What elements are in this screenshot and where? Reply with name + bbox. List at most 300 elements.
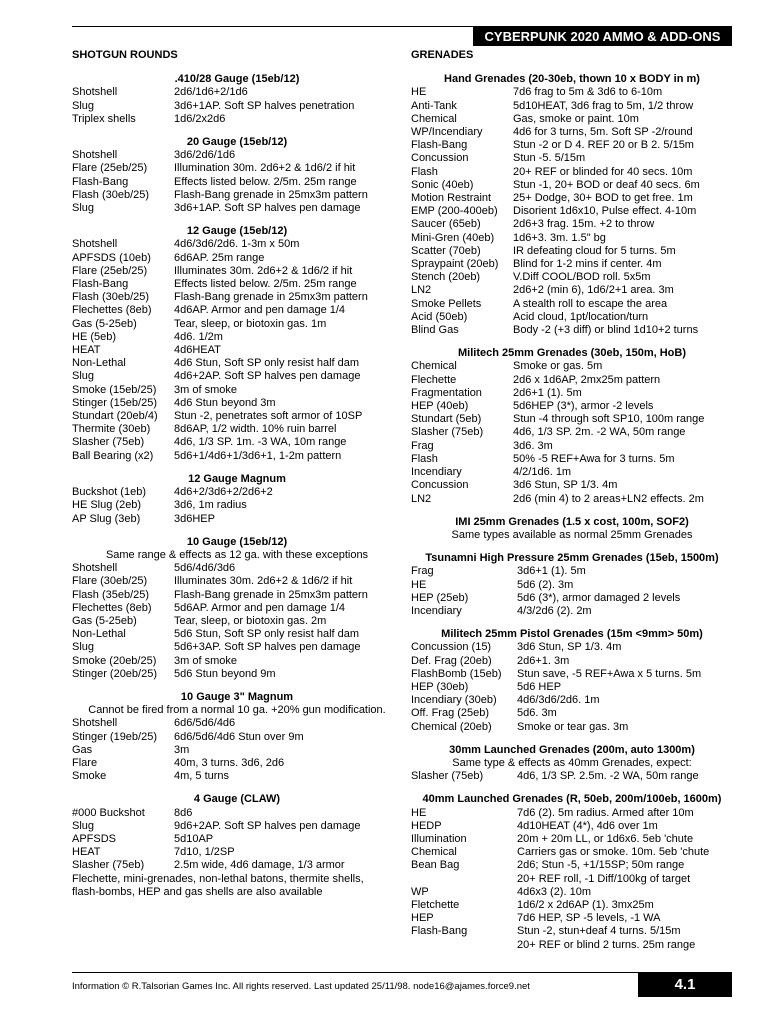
table-row	[72, 265, 402, 278]
item-name: Flash-Bang	[411, 925, 468, 938]
item-name: Mini-Gren (40eb)	[411, 231, 495, 244]
page-title: CYBERPUNK 2020 AMMO & ADD-ONS	[473, 27, 732, 46]
item-effect: Tear, sleep, or biotoxin gas. 2m	[174, 614, 327, 627]
item-name: Anti-Tank	[411, 99, 457, 112]
item-effect: 20+ REF or blinded for 40 secs. 10m	[513, 165, 693, 178]
section-title: 10 Gauge 3" Magnum	[180, 690, 294, 703]
table-row	[72, 513, 402, 526]
table-row	[411, 579, 733, 592]
item-effect: 7d6 (2). 5m radius. Armed after 10m	[517, 806, 694, 819]
table-row	[72, 602, 402, 615]
item-effect: Flash-Bang grenade in 25mx3m pattern	[174, 291, 368, 304]
table-row	[72, 450, 402, 463]
table-row	[411, 387, 733, 400]
table-section	[411, 628, 733, 734]
table-row	[72, 410, 402, 423]
item-effect: Effects listed below. 2/5m. 25m range	[174, 278, 357, 291]
item-name: Slasher (75eb)	[72, 859, 145, 872]
item-name	[411, 873, 517, 886]
item-effect: 4d6x3 (2). 10m	[517, 885, 591, 898]
item-name: HEP (25eb)	[411, 591, 469, 604]
table-row	[411, 493, 733, 506]
item-name: LN2	[411, 284, 432, 297]
item-effect: 2d6 x 1d6AP, 2mx25m pattern	[513, 373, 661, 386]
item-effect: 5d6+1/4d6+1/3d6+1, 1-2m pattern	[174, 449, 342, 462]
table-row	[72, 499, 402, 512]
item-effect: 4d6. 1/2m	[174, 330, 223, 343]
item-name: Sonic (40eb)	[411, 178, 474, 191]
table-section	[72, 793, 402, 899]
item-name: Flash (30eb/25)	[72, 291, 150, 304]
item-effect: Stun save, -5 REF+Awa x 5 turns. 5m	[517, 667, 702, 680]
item-name: Fletchette	[411, 898, 460, 911]
item-effect: Body -2 (+3 diff) or blind 1d10+2 turns	[513, 324, 699, 337]
item-name: Stench (20eb)	[411, 271, 481, 284]
table-row	[411, 859, 733, 872]
table-row	[72, 807, 402, 820]
table-row	[72, 318, 402, 331]
item-effect: Effects listed below. 2/5m. 25m range	[174, 175, 357, 188]
table-section	[411, 516, 733, 542]
item-effect: 4d6 Stun beyond 3m	[174, 396, 276, 409]
item-name: HEDP	[411, 819, 442, 832]
item-name: AP Slug (3eb)	[72, 512, 141, 525]
table-row	[72, 423, 402, 436]
section-footnote: flash-bombs, HEP and gas shells are also available	[72, 885, 323, 898]
table-row	[411, 179, 733, 192]
item-name: HEAT	[72, 344, 101, 357]
item-effect: Stun -4 through soft SP10, 100m range	[513, 413, 705, 426]
table-row	[411, 721, 733, 734]
table-row	[72, 731, 402, 744]
item-effect: 4d6+2AP. Soft SP halves pen damage	[174, 370, 361, 383]
item-effect: 4d6AP. Armor and pen damage 1/4	[174, 304, 346, 317]
table-row	[411, 440, 733, 453]
item-name: Triplex shells	[72, 112, 136, 125]
item-name: Flechette	[411, 373, 457, 386]
item-effect: Smoke or tear gas. 3m	[517, 720, 629, 733]
table-row	[72, 278, 402, 291]
item-name: Stinger (15eb/25)	[72, 396, 157, 409]
item-name: Shotshell	[72, 149, 118, 162]
item-name: Slasher (75eb)	[411, 770, 484, 783]
table-row	[411, 166, 733, 179]
item-effect: 5d10AP	[174, 832, 214, 845]
table-row	[411, 846, 733, 859]
table-row	[72, 757, 402, 770]
item-name: Slug	[72, 202, 95, 215]
item-name: Flash (35eb/25)	[72, 588, 150, 601]
item-effect: Disorient 1d6x10, Pulse effect. 4-10m	[513, 205, 697, 218]
table-row	[72, 436, 402, 449]
item-effect: 5d6/4d6/3d6	[174, 562, 236, 575]
item-effect: 3d6, 1m radius	[174, 499, 247, 512]
item-effect: 3d6+1 (1). 5m	[517, 565, 586, 578]
item-name: APFSDS	[72, 832, 117, 845]
section-footnote: Flechette, mini-grenades, non-lethal batons, thermite shells,	[72, 872, 364, 885]
item-effect: Flash-Bang grenade in 25mx3m pattern	[174, 588, 368, 601]
table-row	[72, 202, 402, 215]
section-title: 30mm Launched Grenades (200m, auto 1300m)	[449, 743, 695, 756]
item-name: HEP (40eb)	[411, 400, 469, 413]
item-name: FlashBomb (15eb)	[411, 667, 502, 680]
item-effect: 2d6+2 (min 6), 1d6/2+1 area. 3m	[513, 284, 674, 297]
table-row	[411, 641, 733, 654]
table-row	[411, 218, 733, 231]
item-name: Gas (5-25eb)	[72, 614, 137, 627]
table-row	[72, 331, 402, 344]
item-effect: Gas, smoke or paint. 10m	[513, 112, 639, 125]
item-effect: 4d6/3d6/2d6. 1m	[517, 694, 600, 707]
item-effect: 4d6 Stun, Soft SP only resist half dam	[174, 357, 360, 370]
item-name: Smoke Pellets	[411, 297, 482, 310]
table-row	[72, 770, 402, 783]
item-effect: 4d10HEAT (4*), 4d6 over 1m	[517, 819, 658, 832]
item-name: Spraypaint (20eb)	[411, 258, 499, 271]
item-effect: Blind for 1-2 mins if center. 4m	[513, 258, 662, 271]
item-name: Concussion (15)	[411, 641, 492, 654]
item-name: Flare	[72, 756, 98, 769]
table-section	[72, 473, 402, 526]
section-title: Hand Grenades (20-30eb, thown 10 x BODY in m)	[444, 73, 700, 86]
item-effect: Stun -2 or D 4. REF 20 or B 2. 5/15m	[513, 139, 694, 152]
item-name: HE	[411, 578, 427, 591]
grenade-sections	[411, 73, 733, 952]
item-name: Slug	[72, 819, 95, 832]
item-name: Def. Frag (20eb)	[411, 654, 492, 667]
section-title: Tsunamni High Pressure 25mm Grenades (15eb, 1500m)	[425, 552, 719, 565]
table-row	[411, 655, 733, 668]
item-name: Illumination	[411, 832, 467, 845]
item-name: Chemical	[411, 360, 457, 373]
table-row	[411, 939, 733, 952]
table-section	[411, 744, 733, 784]
section-title: 4 Gauge (CLAW)	[193, 793, 281, 806]
table-row	[72, 344, 402, 357]
table-row	[411, 770, 733, 783]
item-name: Thermite (30eb)	[72, 423, 151, 436]
table-row	[411, 453, 733, 466]
item-name: WP/Incendiary	[411, 126, 483, 139]
table-row	[411, 298, 733, 311]
table-row	[411, 324, 733, 337]
item-name: Shotshell	[72, 86, 118, 99]
item-name: Incendiary (30eb)	[411, 694, 497, 707]
item-name: HE Slug (2eb)	[72, 499, 142, 512]
table-row	[72, 486, 402, 499]
item-name: Smoke	[72, 770, 107, 783]
item-effect: 4d6 for 3 turns, 5m. Soft SP -2/round	[513, 126, 693, 139]
table-row	[411, 413, 733, 426]
item-effect: Acid cloud, 1pt/location/turn	[513, 310, 649, 323]
item-name: Stinger (20eb/25)	[72, 667, 157, 680]
table-row	[411, 126, 733, 139]
table-row	[411, 873, 733, 886]
item-effect: 4d6HEAT	[174, 344, 221, 357]
table-section	[72, 225, 402, 463]
item-name: Motion Restraint	[411, 192, 492, 205]
item-name: Blind Gas	[411, 324, 459, 337]
item-name: Concussion	[411, 479, 469, 492]
table-row	[411, 912, 733, 925]
section-title: Militech 25mm Grenades (30eb, 150m, HoB)	[457, 347, 687, 360]
item-name: Gas	[72, 743, 93, 756]
table-row	[411, 311, 733, 324]
table-row	[411, 886, 733, 899]
item-name: Flechettes (8eb)	[72, 304, 152, 317]
section-title: .410/28 Gauge (15eb/12)	[174, 73, 300, 86]
table-row	[72, 655, 402, 668]
item-name: Flash-Bang	[411, 139, 468, 152]
item-effect: 3m of smoke	[174, 383, 237, 396]
table-row	[72, 744, 402, 757]
item-name: Non-Lethal	[72, 628, 126, 641]
item-name: #000 Buckshot	[72, 806, 145, 819]
table-row	[411, 100, 733, 113]
item-name: Flash (30eb/25)	[72, 188, 150, 201]
item-effect: 6d6AP. 25m range	[174, 251, 265, 264]
item-effect: A stealth roll to escape the area	[513, 297, 668, 310]
section-note: Same range & effects as 12 ga. with these exceptions	[105, 548, 369, 561]
table-row	[411, 707, 733, 720]
item-effect: 4/3/2d6 (2). 2m	[517, 604, 592, 617]
item-effect: Illuminates 30m. 2d6+2 & 1d6/2 if hit	[174, 264, 353, 277]
shotgun-rounds-heading: SHOTGUN ROUNDS	[72, 49, 178, 61]
item-effect: 3d6+1AP. Soft SP halves penetration	[174, 99, 355, 112]
item-name: Smoke (15eb/25)	[72, 383, 157, 396]
table-row	[72, 291, 402, 304]
table-row	[72, 189, 402, 202]
table-row	[72, 149, 402, 162]
shotgun-sections	[72, 73, 402, 899]
table-row	[411, 271, 733, 284]
table-section	[72, 536, 402, 681]
table-row	[72, 668, 402, 681]
table-row	[72, 238, 402, 251]
item-name: Smoke (20eb/25)	[72, 654, 157, 667]
item-name: Saucer (65eb)	[411, 218, 481, 231]
item-effect: 5d6. 3m	[517, 707, 557, 720]
item-name: Ball Bearing (x2)	[72, 449, 154, 462]
item-effect: 4/2/1d6. 1m	[513, 466, 572, 479]
item-name: Shotshell	[72, 562, 118, 575]
item-effect: Flash-Bang grenade in 25mx3m pattern	[174, 188, 368, 201]
table-row	[411, 374, 733, 387]
item-effect: 6d6/5d6/4d6 Stun over 9m	[174, 730, 304, 743]
table-section	[411, 793, 733, 951]
item-name: Flash-Bang	[72, 278, 129, 291]
table-row	[72, 357, 402, 370]
item-effect: 8d6AP, 1/2 width. 10% ruin barrel	[174, 423, 337, 436]
section-title: 12 Gauge (15eb/12)	[186, 225, 288, 238]
table-row	[72, 370, 402, 383]
table-row	[72, 615, 402, 628]
item-effect: Stun -1, 20+ BOD or deaf 40 secs. 6m	[513, 178, 700, 191]
section-title: Militech 25mm Pistol Grenades (15m <9mm> 50m)	[441, 628, 703, 641]
table-row	[411, 833, 733, 846]
item-effect: 5d6 Stun beyond 9m	[174, 667, 276, 680]
table-row	[72, 859, 402, 872]
item-effect: 7d6 frag to 5m & 3d6 to 6-10m	[513, 86, 663, 99]
section-title: 10 Gauge (15eb/12)	[186, 535, 288, 548]
section-note: Cannot be fired from a normal 10 ga. +20% gun modification.	[88, 704, 386, 717]
item-name: Chemical	[411, 112, 457, 125]
item-effect: 4d6, 1/3 SP. 2.5m. -2 WA, 50m range	[517, 770, 699, 783]
table-row	[72, 100, 402, 113]
table-row	[411, 113, 733, 126]
table-row	[411, 86, 733, 99]
section-title: 40mm Launched Grenades (R, 50eb, 200m/100eb, 1600m)	[422, 793, 722, 806]
table-section	[72, 691, 402, 783]
item-effect: Tear, sleep, or biotoxin gas. 1m	[174, 317, 327, 330]
item-effect: 7d6 HEP, SP -5 levels, -1 WA	[517, 912, 661, 925]
section-note: Same type & effects as 40mm Grenades, expect:	[452, 756, 692, 769]
table-row	[72, 113, 402, 126]
item-effect: 1d6/2 x 2d6AP (1). 3mx25m	[517, 898, 654, 911]
item-effect: 3d6. 3m	[513, 439, 553, 452]
left-column	[72, 49, 402, 909]
item-effect: 40m, 3 turns. 3d6, 2d6	[174, 756, 285, 769]
item-effect: 2d6 (min 4) to 2 areas+LN2 effects. 2m	[513, 492, 704, 505]
table-row	[411, 479, 733, 492]
item-effect: Stun -5. 5/15m	[513, 152, 586, 165]
item-effect: 3m of smoke	[174, 654, 237, 667]
item-effect: 5d6 HEP	[517, 680, 562, 693]
table-row	[411, 668, 733, 681]
item-name: Stundart (5eb)	[411, 413, 482, 426]
item-name: Frag	[411, 439, 434, 452]
table-row	[411, 820, 733, 833]
table-row	[72, 589, 402, 602]
item-effect: 3d6HEP	[174, 512, 215, 525]
item-effect: 2d6+1. 3m	[517, 654, 570, 667]
item-name: WP	[411, 885, 429, 898]
item-name: Scatter (70eb)	[411, 244, 481, 257]
item-effect: 25+ Dodge, 30+ BOD to get free. 1m	[513, 192, 693, 205]
item-name: Acid (50eb)	[411, 310, 468, 323]
table-row	[72, 162, 402, 175]
table-row	[72, 575, 402, 588]
item-effect: 5d6HEP (3*), armor -2 levels	[513, 400, 654, 413]
table-section	[72, 73, 402, 126]
copyright-notice: Information © R.Talsorian Games Inc. All rights reserved. Last updated 25/11/98. node16@ajames.force9.net	[72, 981, 530, 992]
item-name: HEAT	[72, 846, 101, 859]
item-name: HE (5eb)	[72, 330, 117, 343]
table-row	[411, 694, 733, 707]
table-section	[411, 552, 733, 618]
table-row	[72, 628, 402, 641]
item-effect: 1d6+3. 3m. 1.5" bg	[513, 231, 606, 244]
item-name: Bean Bag	[411, 859, 460, 872]
item-effect: 8d6	[174, 806, 193, 819]
item-name: Chemical	[411, 846, 457, 859]
section-note: Same types available as normal 25mm Grenades	[451, 528, 693, 541]
item-name: Slug	[72, 370, 95, 383]
item-name: Buckshot (1eb)	[72, 486, 146, 499]
item-effect: 2d6+1 (1). 5m	[513, 386, 582, 399]
item-name: Flash	[411, 165, 438, 178]
table-row	[72, 384, 402, 397]
table-row	[72, 86, 402, 99]
item-effect: 20m + 20m LL, or 1d6x6. 5eb 'chute	[517, 832, 694, 845]
table-row	[411, 899, 733, 912]
item-effect: 4d6, 1/3 SP. 1m. -3 WA, 10m range	[174, 436, 347, 449]
item-name: Shotshell	[72, 238, 118, 251]
table-row	[411, 592, 733, 605]
table-row	[72, 717, 402, 730]
item-effect: 6d6/5d6/4d6	[174, 717, 236, 730]
item-name: Slug	[72, 99, 95, 112]
table-row	[411, 232, 733, 245]
item-effect: 9d6+2AP. Soft SP halves pen damage	[174, 819, 361, 832]
item-effect: 2d6/1d6+2/1d6	[174, 86, 248, 99]
item-effect: V.Diff COOL/BOD roll. 5x5m	[513, 271, 651, 284]
table-row	[411, 925, 733, 938]
item-name: Incendiary	[411, 466, 462, 479]
table-row	[411, 466, 733, 479]
item-effect: 50% -5 REF+Awa for 3 turns. 5m	[513, 452, 675, 465]
table-row	[411, 360, 733, 373]
table-row	[72, 833, 402, 846]
table-section	[411, 347, 733, 505]
table-row	[72, 176, 402, 189]
grenades-heading: GRENADES	[411, 49, 474, 61]
item-name: Flare (30eb/25)	[72, 575, 148, 588]
item-effect: IR defeating cloud for 5 turns. 5m	[513, 244, 676, 257]
table-row	[72, 846, 402, 859]
item-name: Gas (5-25eb)	[72, 317, 137, 330]
table-row	[411, 400, 733, 413]
table-row	[411, 426, 733, 439]
item-effect: 4m, 5 turns	[174, 770, 230, 783]
item-name: Flash-Bang	[72, 175, 129, 188]
item-effect: Illuminates 30m. 2d6+2 & 1d6/2 if hit	[174, 575, 353, 588]
item-effect: 3d6 Stun, SP 1/3. 4m	[517, 641, 622, 654]
item-name: HEP (30eb)	[411, 680, 469, 693]
item-effect: 20+ REF or blind 2 turns. 25m range	[517, 938, 696, 951]
item-name: Flash	[411, 452, 438, 465]
item-effect: 5d6 (3*), armor damaged 2 levels	[517, 591, 681, 604]
item-name: Slug	[72, 641, 95, 654]
item-name: Slasher (75eb)	[72, 436, 145, 449]
item-effect: Carriers gas or smoke. 10m. 5eb 'chute	[517, 846, 710, 859]
table-row	[72, 252, 402, 265]
table-row	[411, 681, 733, 694]
table-row	[411, 565, 733, 578]
item-name: HEP	[411, 912, 434, 925]
section-title: 12 Gauge Magnum	[188, 472, 286, 485]
item-name: Stinger (19eb/25)	[72, 730, 157, 743]
item-effect: 3d6/2d6/1d6	[174, 149, 236, 162]
item-effect: 3d6+1AP. Soft SP halves pen damage	[174, 202, 361, 215]
item-effect: 4d6+2/3d6+2/2d6+2	[174, 486, 273, 499]
right-column	[411, 49, 733, 962]
table-section	[411, 73, 733, 337]
table-row	[72, 397, 402, 410]
item-effect: 5d6 (2). 3m	[517, 578, 574, 591]
table-row	[411, 192, 733, 205]
item-name: Stundart (20eb/4)	[72, 410, 158, 423]
item-name: Shotshell	[72, 717, 118, 730]
footer-rule	[72, 972, 732, 973]
item-effect: 3d6 Stun, SP 1/3. 4m	[513, 479, 618, 492]
item-name: Flare (25eb/25)	[72, 162, 148, 175]
item-name: EMP (200-400eb)	[411, 205, 498, 218]
table-row	[411, 245, 733, 258]
item-name: LN2	[411, 492, 432, 505]
item-effect: 2.5m wide, 4d6 damage, 1/3 armor	[174, 859, 345, 872]
table-row	[411, 139, 733, 152]
